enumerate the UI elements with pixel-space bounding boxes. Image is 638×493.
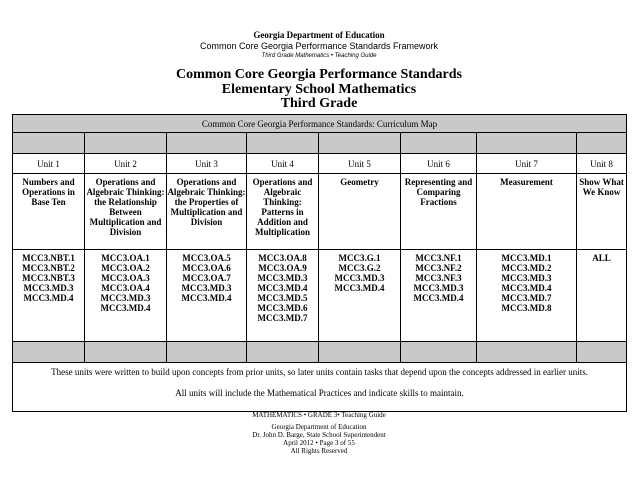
unit-unit-cell: Unit 4 <box>247 154 319 174</box>
shaded-cell <box>167 342 247 363</box>
footer-org: Georgia Department of Education <box>271 423 367 431</box>
page-title-line1: Common Core Georgia Performance Standards <box>176 67 462 82</box>
unit-title-cell: Geometry <box>319 174 401 250</box>
shaded-cell <box>13 133 85 154</box>
page-title-line3: Third Grade <box>280 96 358 111</box>
unit-unit-cell: Unit 7 <box>477 154 577 174</box>
shaded-cell <box>401 133 477 154</box>
shaded-cell <box>319 133 401 154</box>
table-notes <box>13 363 627 412</box>
unit-title-cell: Measurement <box>477 174 577 250</box>
footer-page: April 2012 • Page 3 of 55 <box>283 439 355 447</box>
shaded-cell <box>247 342 319 363</box>
unit-standards-cell: MCC3.OA.5 MCC3.OA.6 MCC3.OA.7 MCC3.MD.3 MCC3.MD.4 <box>167 250 247 342</box>
unit-standards-cell: MCC3.NF.1 MCC3.NF.2 MCC3.NF.3 MCC3.MD.3 MCC3.MD.4 <box>401 250 477 342</box>
unit-title-cell: Operations and Algebraic Thinking: Patterns in Addition and Multiplication <box>247 174 319 250</box>
unit-unit-cell: Unit 5 <box>319 154 401 174</box>
shaded-cell <box>577 342 627 363</box>
unit-unit-cell: Unit 1 <box>13 154 85 174</box>
unit-standards-cell: MCC3.OA.1 MCC3.OA.2 MCC3.OA.3 MCC3.OA.4 MCC3.MD.3 MCC3.MD.4 <box>85 250 167 342</box>
table-caption: Common Core Georgia Performance Standards: Curriculum Map <box>13 115 627 133</box>
page-title-line2: Elementary School Mathematics <box>221 82 417 97</box>
shaded-cell <box>401 342 477 363</box>
shaded-cell <box>477 342 577 363</box>
note-math-practices: All units will include the Mathematical Practices and indicate skills to maintain. <box>175 388 464 398</box>
shaded-cell <box>319 342 401 363</box>
unit-standards-cell: MCC3.OA.8 MCC3.OA.9 MCC3.MD.3 MCC3.MD.4 MCC3.MD.5 MCC3.MD.6 MCC3.MD.7 <box>247 250 319 342</box>
unit-title-cell: Operations and Algebraic Thinking: the Relationship Between Multiplication and Division <box>85 174 167 250</box>
footer-superintendent: Dr. John D. Barge, State School Superintendent <box>252 431 386 439</box>
shaded-cell <box>85 342 167 363</box>
unit-title-cell: Show What We Know <box>577 174 627 250</box>
unit-unit-cell: Unit 2 <box>85 154 167 174</box>
unit-title-cell: Operations and Algebraic Thinking: the Properties of Multiplication and Division <box>167 174 247 250</box>
shaded-cell <box>167 133 247 154</box>
curriculum-map-table <box>12 114 627 412</box>
shaded-cell <box>477 133 577 154</box>
unit-unit-cell: Unit 3 <box>167 154 247 174</box>
unit-standards-cell: MCC3.G.1 MCC3.G.2 MCC3.MD.3 MCC3.MD.4 <box>319 250 401 342</box>
footer-subject: MATHEMATICS • GRADE 3• Teaching Guide <box>252 411 386 419</box>
unit-unit-cell: Unit 6 <box>401 154 477 174</box>
shaded-cell <box>13 342 85 363</box>
unit-title-cell: Numbers and Operations in Base Ten <box>13 174 85 250</box>
unit-unit-cell: Unit 8 <box>577 154 627 174</box>
header-org: Georgia Department of Education <box>253 30 385 40</box>
unit-title-cell: Representing and Comparing Fractions <box>401 174 477 250</box>
shaded-cell <box>577 133 627 154</box>
note-build-on-prior: These units were written to build upon concepts from prior units, so later units contain tasks that depend upon the concepts addressed in earlier units. <box>51 367 588 377</box>
shaded-cell <box>247 133 319 154</box>
shaded-cell <box>85 133 167 154</box>
unit-standards-cell: ALL <box>577 250 627 342</box>
header-framework: Common Core Georgia Performance Standards Framework <box>199 41 439 51</box>
footer-rights: All Rights Reserved <box>290 447 348 455</box>
unit-standards-cell: MCC3.MD.1 MCC3.MD.2 MCC3.MD.3 MCC3.MD.4 MCC3.MD.7 MCC3.MD.8 <box>477 250 577 342</box>
unit-standards-cell: MCC3.NBT.1 MCC3.NBT.2 MCC3.NBT.3 MCC3.MD.3 MCC3.MD.4 <box>13 250 85 342</box>
header-guide: Third Grade Mathematics • Teaching Guide <box>261 53 377 59</box>
